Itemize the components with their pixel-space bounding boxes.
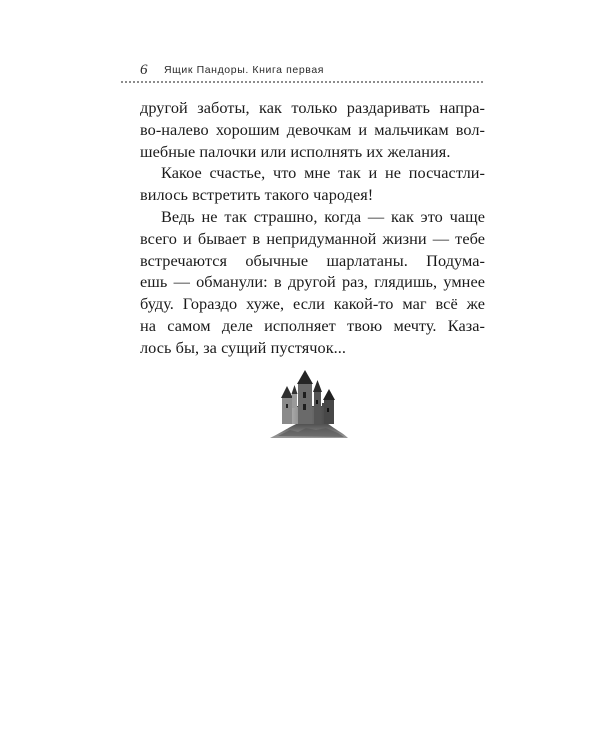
page-number: 6	[140, 62, 148, 78]
text-line: лось бы, за сущий пустячок...	[140, 337, 347, 357]
header-dotted-rule	[120, 80, 485, 84]
text-line: буду. Гораздо хуже, если какой-то маг всё же	[140, 294, 485, 314]
running-header	[120, 56, 485, 82]
text-line: всего и бывает в непридуманной жизни — тебе	[140, 228, 485, 248]
text-line: встречаются обычные шарлатаны. Подума-	[140, 250, 485, 270]
text-line: шебные палочки или исполнять их желания.	[140, 141, 451, 161]
text-line: другой заботы, как только раздаривать напра-	[140, 98, 485, 117]
text-line: во-налево хорошим девочкам и мальчикам вол-	[140, 119, 485, 139]
body-text	[140, 97, 485, 359]
paragraph-first-line: Какое счастье, что мне так и не посчастли-	[161, 163, 485, 183]
running-title: Ящик Пандоры. Книга первая	[164, 64, 325, 76]
text-line: вилось встретить такого чародея!	[140, 185, 374, 205]
text-line: на самом деле исполняет твою мечту. Каза-	[140, 315, 485, 335]
castle-vignette-icon	[268, 370, 350, 442]
paragraph-first-line: Ведь не так страшно, когда — как это чаще	[161, 206, 485, 226]
text-line: ешь — обманули: в другой раз, глядишь, умнее	[140, 272, 485, 292]
